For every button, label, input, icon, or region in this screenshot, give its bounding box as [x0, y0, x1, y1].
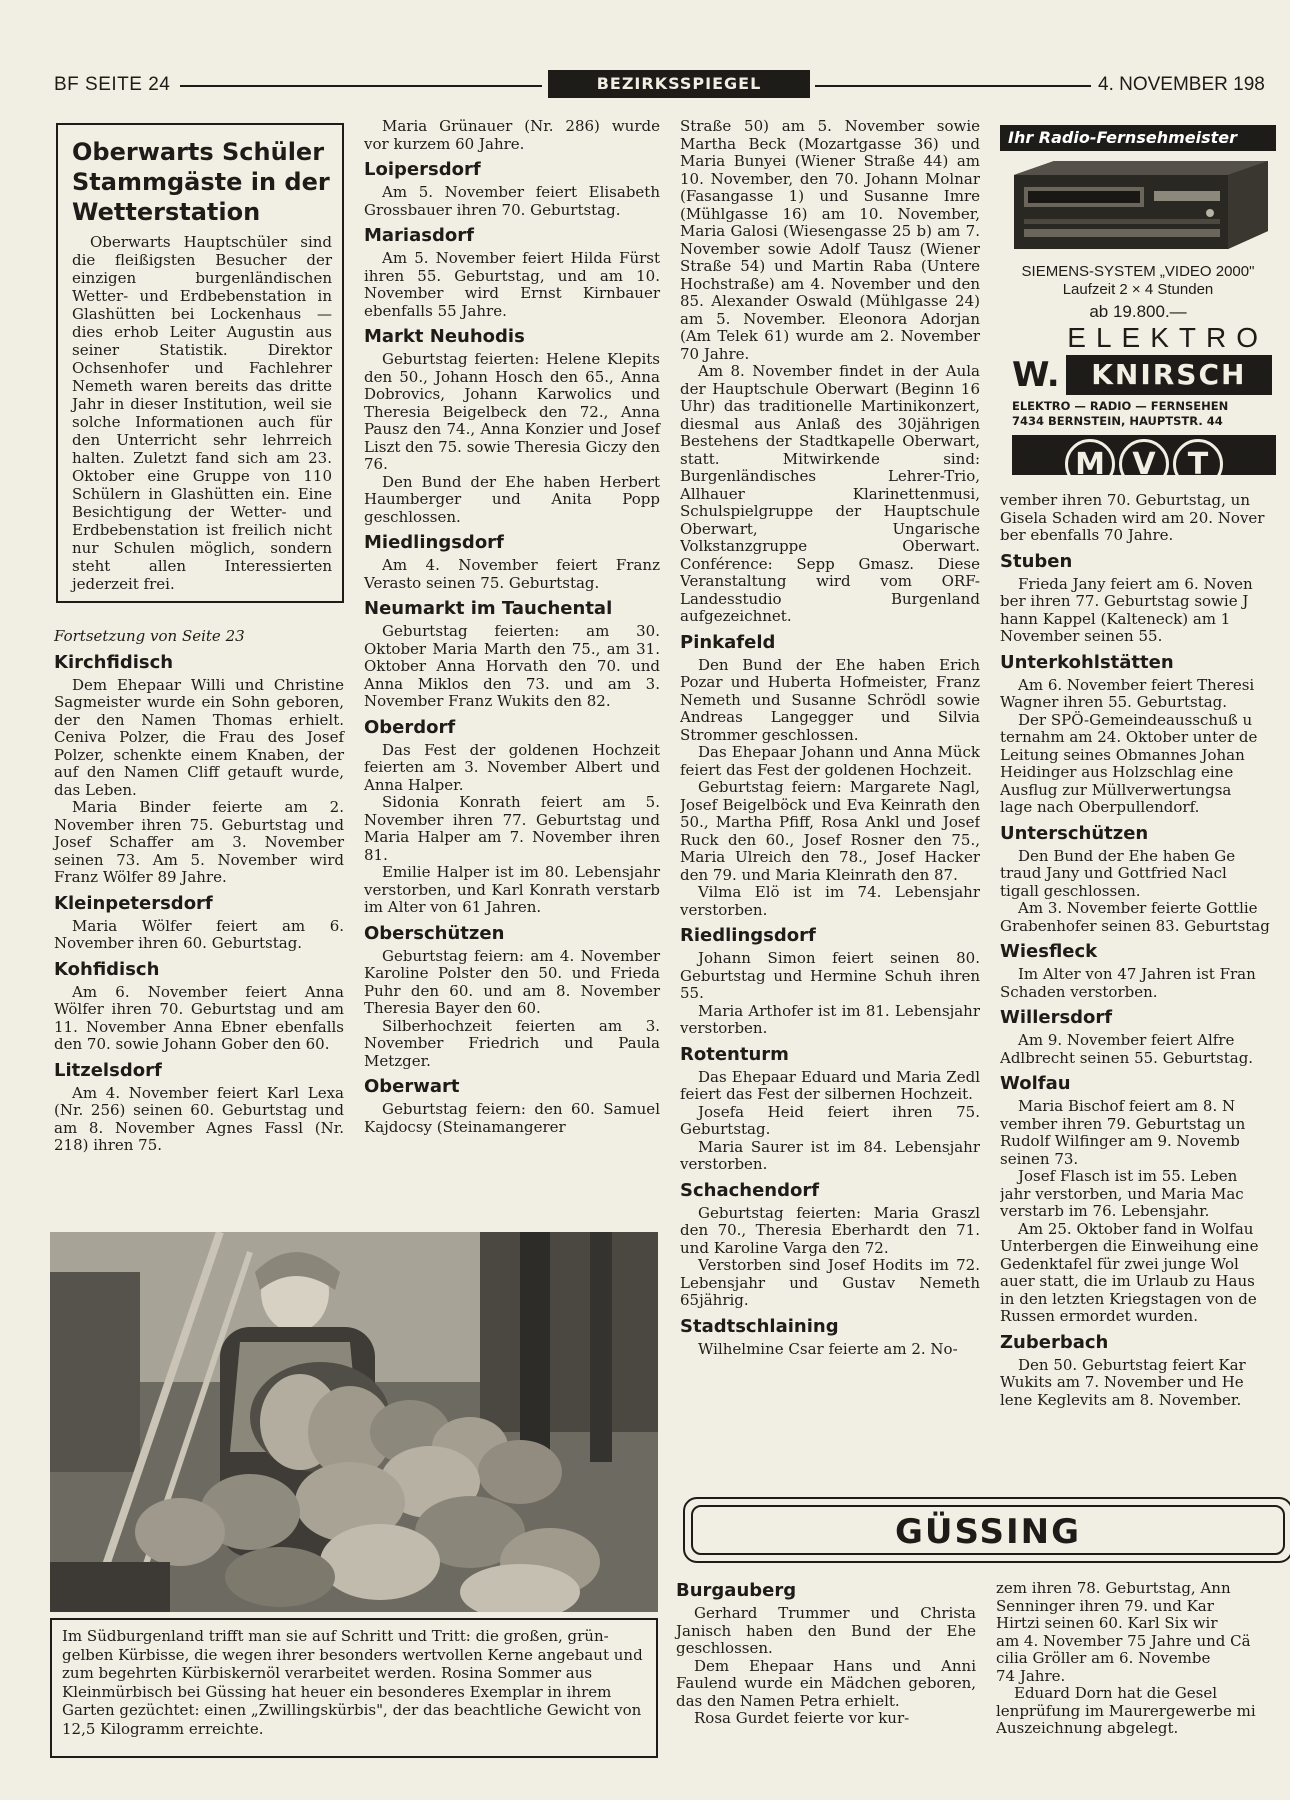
ad-services: ELEKTRO — RADIO — FERNSEHEN	[1012, 399, 1229, 413]
text-line: Frieda Jany feiert am 6. Noven	[1018, 574, 1253, 593]
heading-mariasdorf: Mariasdorf	[364, 225, 474, 246]
article-title: Oberwarts Schüler Stammgäste in der Wetterstation	[72, 138, 330, 226]
text-line: Wukits am 7. November und He	[1000, 1373, 1244, 1391]
boxed-article	[56, 123, 344, 603]
ad-banner: Ihr Radio-Fernsehmeister	[1000, 125, 1276, 151]
heading-riedlingsdorf: Riedlingsdorf	[680, 925, 816, 946]
column-4	[1000, 492, 1280, 1462]
text-line: Ausflug zur Müllverwertungsa	[1000, 780, 1232, 799]
ad-initial: W.	[1012, 355, 1060, 395]
text-line: Hirtzi seinen 60. Karl Six wir	[996, 1614, 1218, 1632]
paragraph: Den Bund der Ehe haben Erich Pozar und Huberta Hofmeister, Franz Nemeth und Susanne Schrödl sowie Andreas Langegger und Silvia Strommer geschlossen.	[680, 655, 980, 744]
ad-address: 7434 BERNSTEIN, HAUPTSTR. 44	[1012, 414, 1223, 428]
text-line: 74 Jahre.	[996, 1666, 1066, 1685]
paragraph: Maria Wölfer feiert am 6. November ihren 60. Geburtstag.	[54, 916, 344, 952]
paragraph: Maria Grünauer (Nr. 286) wurde vor kurzem 60 Jahre.	[364, 117, 660, 153]
article-body: Oberwarts Hauptschüler sind die fleißigsten Besucher der einzigen burgenländischen Wetter- und Erdbebenstation in Glashütten bei Lockenhaus — dies erhob Leiter Augustin aus seiner Statistik. Direktor Ochsenhofer und Fachlehrer Nemeth waren bereits das dritte Jahr in dieser Institution, weil sie solche Informationen auch für den Unterricht sehr lehrreich halten. Zuletzt fand sich am 23. Oktober eine Gruppe von 110 Schülern in Glashütten ein. Eine Besichtigung der Wetter- und Erdbebenstation ist freilich nicht nur Schulen möglich, sondern steht allen Interessierten jederzeit frei.	[72, 233, 332, 593]
heading-wolfau: Wolfau	[1000, 1073, 1071, 1094]
text-line: lage nach Oberpullendorf.	[1000, 798, 1200, 816]
text-line: Grabenhofer seinen 83. Geburtstag	[1000, 916, 1270, 935]
paragraph: Am 5. November feiert Elisabeth Grossbauer ihren 70. Geburtstag.	[364, 183, 660, 219]
ad-product: SIEMENS-SYSTEM „VIDEO 2000"	[1021, 263, 1255, 280]
text-line: ber ihren 77. Geburtstag sowie J	[1000, 592, 1249, 610]
text-line: Am 9. November feiert Alfre	[1018, 1031, 1235, 1049]
paragraph: Das Fest der goldenen Hochzeit feierten am 3. November Albert und Anna Halper.	[364, 740, 660, 794]
page-label: BF SEITE 24	[54, 74, 171, 95]
paragraph: Johann Simon feiert seinen 80. Geburtstag und Hermine Schuh ihren 55.	[680, 949, 980, 1002]
heading-kohfidisch: Kohfidisch	[54, 958, 160, 980]
mvt-letter: T	[1173, 439, 1223, 475]
text-line: Im Alter von 47 Jahren ist Fran	[1018, 965, 1256, 983]
text-line: Gisela Schaden wird am 20. Nover	[1000, 508, 1265, 527]
text-line: ber ebenfalls 70 Jahre.	[1000, 526, 1174, 544]
text-line: hann Kappel (Kalteneck) am 1	[1000, 609, 1231, 628]
video-recorder-image	[1014, 161, 1268, 253]
text-line: Leitung seines Obmannes Johan	[1000, 745, 1245, 764]
text-line: Am 3. November feierte Gottlie	[1018, 899, 1258, 917]
paragraph: Verstorben sind Josef Hodits im 72. Lebensjahr und Gustav Nemeth 65jährig.	[680, 1256, 980, 1309]
text-line: traud Jany und Gottfried Nacl	[1000, 864, 1227, 882]
text-line: Rudolf Wilfinger am 9. Novemb	[1000, 1132, 1240, 1150]
guessing-column-right	[996, 1580, 1280, 1760]
heading-kleinpetersdorf: Kleinpetersdorf	[54, 892, 213, 914]
paragraph: Maria Saurer ist im 84. Lebensjahr verstorben.	[680, 1137, 980, 1173]
text-line: verstarb im 76. Lebensjahr.	[1000, 1202, 1210, 1220]
text-line: lenprüfung im Maurergewerbe mi	[996, 1701, 1256, 1720]
text-line: cilia Gröller am 6. Novembe	[996, 1649, 1211, 1667]
text-line: November seinen 55.	[1000, 627, 1163, 645]
paragraph: Geburtstag feierten: am 30. Oktober Maria Marth den 75., am 31. Oktober Anna Horvath den 70. und Anna Miklos den 73. und am 3. November Franz Wukits den 82.	[364, 622, 660, 710]
mvt-logo	[1012, 435, 1276, 475]
paragraph: Das Ehepaar Johann und Anna Mück feiert das Fest der goldenen Hochzeit.	[680, 743, 980, 779]
paragraph: Am 8. November findet in der Aula der Hauptschule Oberwart (Beginn 16 Uhr) das traditionelle Martinikonzert, diesmal aus Anlaß des 30jährigen Bestehens der Stadtkapelle Oberwart, statt. Mitwirkende sind: Burgenländisches Lehrer-Trio, Allhauer Klarinettenmusi, Schulspielgruppe der Hauptschule Oberwart, Ungarische Volkstanzgruppe Oberwart. Conférence: Sepp Gmasz. Diese Veranstaltung wird vom ORF-Landesstudio Burgenland aufgezeichnet.	[680, 362, 980, 625]
heading-kirchfidisch: Kirchfidisch	[54, 651, 174, 673]
text-line: Der SPÖ-Gemeindeausschuß u	[1018, 710, 1253, 729]
column-1	[54, 628, 344, 1155]
text-line: in den letzten Kriegstagen von de	[1000, 1289, 1257, 1308]
heading-pinkafeld: Pinkafeld	[680, 631, 776, 653]
text-line: Den Bund der Ehe haben Ge	[1018, 846, 1236, 865]
paragraph: Am 4. November feiert Karl Lexa (Nr. 256) seinen 60. Geburtstag und am 8. November Agnes Fassl (Nr. 218) ihren 75.	[54, 1083, 344, 1154]
paragraph: Vilma Elö ist im 74. Lebensjahr verstorben.	[680, 883, 980, 919]
paragraph: Am 6. November feiert Anna Wölfer ihren 70. Geburtstag und am 11. November Anna Ebner ebenfalls den 70. sowie Johann Gober den 60.	[54, 982, 344, 1053]
heading-rotenturm: Rotenturm	[680, 1043, 789, 1065]
paragraph: Rosa Gurdet feierte vor kur-	[694, 1709, 910, 1727]
text-line: jahr verstorben, und Maria Mac	[1000, 1184, 1244, 1203]
column-3	[680, 118, 980, 1468]
photo-caption: Im Südburgenland trifft man sie auf Schritt und Tritt: die großen, grün-gelben Kürbisse, die wegen ihrer besonders wertvollen Kerne angebaut und zum begehrten Kürbiskernöl verarbeitet werden. Rosina Sommer aus Kleinmürbisch bei Güssing hat heuer ein besonderes Exemplar in ihrem Garten gezüchtet: einen „Zwillingskürbis", der das beachtliche Gewicht von 12,5 Kilogramm erreichte.	[50, 1618, 658, 1758]
text-line: Auszeichnung abgelegt.	[996, 1719, 1179, 1737]
text-line: Unterbergen die Einweihung eine	[1000, 1237, 1259, 1255]
paragraph: Josefa Heid feiert ihren 75. Geburtstag.	[680, 1102, 980, 1138]
heading-neumarkt: Neumarkt im Tauchental	[364, 598, 613, 619]
text-line: Josef Flasch ist im 55. Leben	[1018, 1167, 1238, 1185]
text-line: auer statt, die im Urlaub zu Haus	[1000, 1272, 1255, 1290]
paragraph: Silberhochzeit feierten am 3. November Friedrich und Paula Metzger.	[364, 1016, 660, 1070]
text-line: Senninger ihren 79. und Kar	[996, 1596, 1214, 1615]
ad-company-name: KNIRSCH	[1066, 355, 1272, 395]
paragraph: Wilhelmine Csar feierte am 2. No-	[698, 1339, 958, 1358]
continuation-note: Fortsetzung von Seite 23	[54, 627, 245, 645]
paragraph: Emilie Halper ist im 80. Lebensjahr verstorben, und Karl Konrath verstarb im Alter von 61 Jahren.	[364, 863, 660, 916]
mvt-letter: M	[1065, 439, 1115, 475]
guessing-section-header	[683, 1497, 1290, 1563]
paragraph: Das Ehepaar Eduard und Maria Zedl feiert das Fest der silbernen Hochzeit.	[680, 1067, 980, 1103]
guessing-title: GÜSSING	[691, 1505, 1285, 1555]
text-line: zem ihren 78. Geburtstag, Ann	[996, 1580, 1231, 1597]
heading-litzelsdorf: Litzelsdorf	[54, 1059, 162, 1081]
mvt-letter: V	[1119, 439, 1169, 475]
text-line: am 4. November 75 Jahre und Cä	[996, 1631, 1251, 1650]
heading-zuberbach: Zuberbach	[1000, 1331, 1109, 1353]
text-line: Den 50. Geburtstag feiert Kar	[1018, 1355, 1246, 1374]
text-line: Russen ermordet wurden.	[1000, 1307, 1198, 1325]
paragraph: Geburtstag feierten: Helene Klepits den 50., Johann Hosch den 65., Anna Dobrovics, Johann Karwolics und Theresia Beigelbeck den 72., Anna Pausz den 74., Anna Konzier und Josef Liszt den 75. sowie Theresia Giczy den 76.	[364, 350, 660, 473]
heading-miedlingsdorf: Miedlingsdorf	[364, 532, 504, 553]
paragraph: Geburtstag feierten: Maria Graszl den 70., Theresia Eberhardt den 71. und Karoline Varga den 72.	[680, 1203, 980, 1257]
heading-unterschuetzen: Unterschützen	[1000, 822, 1149, 844]
heading-oberwart: Oberwart	[364, 1076, 460, 1097]
heading-willersdorf: Willersdorf	[1000, 1007, 1113, 1028]
paragraph: Sidonia Konrath feiert am 5. November ihren 77. Geburtstag und Maria Halper am 7. November ihren 81.	[364, 793, 660, 864]
heading-wiesfleck: Wiesfleck	[1000, 941, 1098, 962]
section-title: BEZIRKSSPIEGEL	[548, 70, 810, 98]
paragraph: Geburtstag feiern: Margarete Nagl, Josef Beigelböck und Eva Keinrath den 50., Martha Pfiff, Rosa Ankl und Josef Ruck den 60., Josef Rosner den 75., Maria Ulreich den 78., Josef Hacker den 79. und Maria Kleinrath den 87.	[680, 778, 980, 884]
pumpkin-photo	[50, 1232, 658, 1612]
text-line: Wagner ihren 55. Geburtstag.	[1000, 693, 1228, 711]
paragraph: Geburtstag feiern: den 60. Samuel Kajdocsy (Steinamangerer	[364, 1100, 660, 1136]
text-line: seinen 73.	[1000, 1149, 1079, 1168]
header-rule-right	[815, 85, 1091, 87]
paragraph: Geburtstag feiern: am 4. November Karoline Polster den 50. und Frieda Puhr den 60. und am 8. November Theresia Bayer den 60.	[364, 946, 660, 1017]
text-line: Adlbrecht seinen 55. Geburtstag.	[1000, 1048, 1254, 1067]
text-line: Am 6. November feiert Theresi	[1018, 675, 1255, 694]
ad-elektro: ELEKTRO	[1067, 322, 1268, 353]
text-line: vember ihren 70. Geburtstag, un	[1000, 492, 1250, 509]
ad-runtime: Laufzeit 2 × 4 Stunden	[1062, 281, 1214, 298]
paragraph: Dem Ehepaar Hans und Anni Faulend wurde ein Mädchen geboren, das den Namen Petra erhielt.	[676, 1656, 976, 1710]
text-line: Am 25. Oktober fand in Wolfau	[1018, 1219, 1254, 1238]
text-line: vember ihren 79. Geburtstag un	[1000, 1114, 1246, 1133]
photo-image	[50, 1232, 658, 1612]
heading-markt-neuhodis: Markt Neuhodis	[364, 326, 525, 347]
paragraph: Maria Arthofer ist im 81. Lebensjahr verstorben.	[680, 1001, 980, 1037]
heading-burgauberg: Burgauberg	[676, 1580, 797, 1601]
heading-schachendorf: Schachendorf	[680, 1179, 820, 1201]
text-line: Eduard Dorn hat die Gesel	[1014, 1684, 1218, 1702]
paragraph: Den Bund der Ehe haben Herbert Haumberger und Anita Popp geschlossen.	[364, 472, 660, 526]
paragraph: Am 5. November feiert Hilda Fürst ihren 55. Geburtstag, und am 10. November wird Ernst Kirnbauer ebenfalls 55 Jahre.	[364, 249, 660, 320]
text-line: Heidinger aus Holzschlag eine	[1000, 763, 1234, 781]
paragraph: Gerhard Trummer und Christa Janisch haben den Bund der Ehe geschlossen.	[676, 1604, 976, 1657]
heading-unterkohlstaetten: Unterkohlstätten	[1000, 651, 1174, 673]
paragraph: Straße 50) am 5. November sowie Martha Beck (Mozartgasse 36) und Maria Bunyei (Wiener Straße 44) am 10. November, den 70. Johann Molnar (Fasangasse 1) und Susanne Imre (Mühlgasse 16) am 10. November, Maria Galosi (Wiesengasse 25 b) am 7. November sowie Adolf Tausz (Wiener Straße 54) und Martin Raba (Untere Hochstraße) am 4. November und den 85. Alexander Oswald (Mühlgasse 24) am 5. November. Eleonora Adorjan (Am Telek 61) wurde am 2. November 70 Jahre.	[680, 118, 980, 363]
text-line: Maria Bischof feiert am 8. N	[1018, 1097, 1236, 1115]
heading-stuben: Stuben	[1000, 550, 1073, 572]
paragraph: Dem Ehepaar Willi und Christine Sagmeister wurde ein Sohn geboren, der den Namen Thomas erhielt. Ceniva Polzer, die Frau des Josef Polzer, schenkte einem Knaben, der auf den Namen Cliff getauft wurde, das Leben.	[54, 675, 344, 799]
paragraph: Am 4. November feiert Franz Verasto seinen 75. Geburtstag.	[364, 556, 660, 592]
heading-oberdorf: Oberdorf	[364, 716, 456, 738]
issue-date: 4. NOVEMBER 198	[1098, 74, 1265, 95]
advertisement	[1000, 125, 1276, 475]
ad-price: ab 19.800.—	[1089, 302, 1187, 321]
ad-brand	[1012, 355, 1272, 395]
header-rule-left	[180, 85, 542, 87]
text-line: lene Keglevits am 8. November.	[1000, 1390, 1242, 1409]
heading-oberschuetzen: Oberschützen	[364, 922, 505, 944]
text-line: Schaden verstorben.	[1000, 982, 1158, 1001]
text-line: tigall geschlossen.	[1000, 881, 1141, 900]
paragraph: Maria Binder feierte am 2. November ihren 75. Geburtstag und Josef Schaffer am 3. November seinen 73. Am 5. November wird Franz Wölfer 89 Jahre.	[54, 798, 344, 886]
text-line: ternahm am 24. Oktober unter de	[1000, 728, 1258, 746]
guessing-column-left	[676, 1578, 976, 1728]
column-2	[364, 118, 660, 1136]
vcr-icon	[1014, 161, 1268, 253]
heading-loipersdorf: Loipersdorf	[364, 159, 481, 180]
text-line: Gedenktafel für zwei junge Wol	[1000, 1254, 1239, 1273]
heading-stadtschlaining: Stadtschlaining	[680, 1315, 839, 1337]
